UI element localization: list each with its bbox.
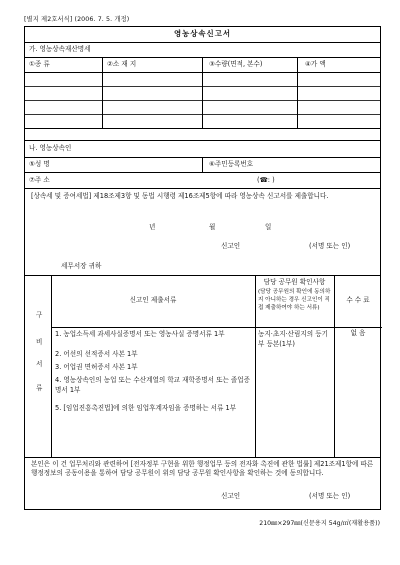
paper-spec-footer: 210㎜×297㎜(신문용지 54g/㎡(재활용품)) xyxy=(259,520,380,527)
submit-item-5: 5. [임업진흥촉진법]에 의한 임업후계자임을 증명하는 서류 1부 xyxy=(55,404,237,412)
submit-item-2: 2. 어선의 선적증서 사본 1부 xyxy=(55,350,138,358)
date-month: 월 xyxy=(209,223,216,231)
side-label-2: 비 xyxy=(36,338,43,346)
applicant-label: 신고인 xyxy=(221,242,241,250)
fee-header: 수 수 료 xyxy=(346,296,370,304)
col-location-header: ②소 재 지 xyxy=(107,60,137,68)
section-b-title: 나. 영농상속인 xyxy=(29,144,72,152)
col-quantity-header: ③수량(면적, 본수) xyxy=(209,60,263,68)
declaration-text: [상속세 및 증여세법] 제18조제3항 및 동법 시행령 제16조제5항에 따라 영농상속 신고서를 제출합니다. xyxy=(31,192,329,200)
submit-item-4: 4. 영농상속인의 농업 또는 수산계열의 학교 재학증명서 또는 졸업증명서 1부 xyxy=(55,376,251,394)
address-label: ⑦주 소 xyxy=(29,176,50,184)
signature-field[interactable]: (서명 또는 인) xyxy=(309,242,351,250)
consent-signature-field[interactable]: (서명 또는 인) xyxy=(309,492,351,500)
verify-header-title: 담당 공무원 확인사항 xyxy=(263,278,326,286)
form-title: 영농상속신고서 xyxy=(174,29,231,38)
verify-header-note: (담당 공무원의 확인에 동의하지 아니하는 경우 신고인이 직접 제출하여야 하는 서류) xyxy=(258,289,331,311)
col-type-header: ①종 류 xyxy=(29,60,50,68)
resident-number-label: ⑥주민등록번호 xyxy=(209,160,254,168)
submit-docs-header: 신고인 제출서류 xyxy=(129,296,177,304)
tax-office-recipient: 세무서장 귀하 xyxy=(61,262,102,270)
section-a-title: 가. 영농상속재산명세 xyxy=(29,45,91,53)
phone-label: (☎: ) xyxy=(257,176,275,184)
side-label-3: 서 xyxy=(36,360,43,368)
submit-item-3: 3. 어업권 면허증서 사본 1부 xyxy=(55,363,138,371)
date-year: 년 xyxy=(149,223,156,231)
verify-item: 농지·초지·산림지의 등기부 등본(1부) xyxy=(258,330,328,348)
date-day: 일 xyxy=(265,223,272,231)
side-label-1: 구 xyxy=(36,311,43,319)
report-form xyxy=(24,26,381,510)
fee-value: 없 음 xyxy=(350,329,366,337)
side-label-4: 류 xyxy=(36,384,43,392)
submit-item-1: 1. 농업소득세 과세사실증명서 또는 영농사실 증명서류 1부 xyxy=(55,330,225,338)
col-value-header: ④가 액 xyxy=(305,60,326,68)
consent-applicant-label: 신고인 xyxy=(221,492,241,500)
consent-text: 본인은 이 건 업무처리와 관련하여 [전자정부 구현을 위한 행정업무 등의 전자화 촉진에 관한 법률] 제21조제1항에 따른 행정정보의 공동이용을 통하여 담당 공무원이 위의 담당 공무원 확인사항을 확인하는 것에 동의합니다. xyxy=(31,460,374,477)
form-number-header: [별지 제2호서식] (2006. 7. 5. 개정) xyxy=(24,16,130,23)
name-label: ⑤성 명 xyxy=(29,160,50,168)
